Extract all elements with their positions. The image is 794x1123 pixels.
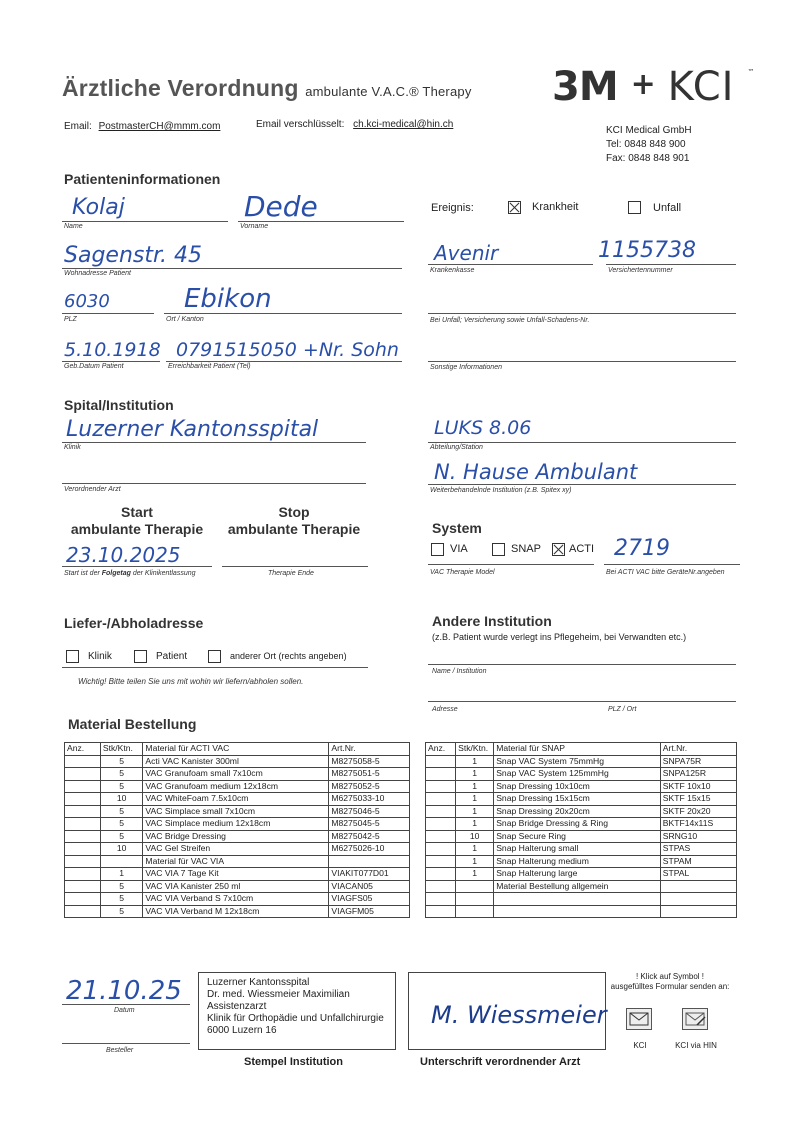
artnr-cell: STPAS bbox=[660, 843, 736, 856]
email-row bbox=[64, 121, 220, 132]
acti-label: ACTI bbox=[569, 543, 595, 555]
anz-cell[interactable] bbox=[65, 793, 101, 806]
mail-kci-icon[interactable] bbox=[626, 1008, 652, 1030]
deliver-patient-label: Patient bbox=[156, 651, 188, 662]
table-row bbox=[426, 755, 737, 768]
table-row bbox=[65, 780, 410, 793]
material-cell: Material Bestellung allgemein bbox=[494, 880, 661, 893]
material-cell: VAC Gel Streifen bbox=[143, 843, 329, 856]
anz-cell[interactable] bbox=[426, 818, 456, 831]
stk-cell: 1 bbox=[456, 780, 494, 793]
anz-cell[interactable] bbox=[65, 905, 101, 918]
material-table-snap bbox=[425, 742, 737, 918]
col-stk: Stk/Ktn. bbox=[100, 743, 143, 756]
email-enc-row bbox=[256, 119, 453, 130]
col-anz: Anz. bbox=[426, 743, 456, 756]
send-kci-label[interactable]: KCI bbox=[633, 1041, 647, 1050]
title-subtitle: ambulante V.A.C.® Therapy bbox=[305, 84, 472, 99]
anz-cell[interactable] bbox=[426, 755, 456, 768]
krankheit-checkbox[interactable] bbox=[508, 201, 521, 214]
anz-cell[interactable] bbox=[426, 905, 456, 918]
col-anz: Anz. bbox=[65, 743, 101, 756]
start-note-bold: Folgetag bbox=[101, 570, 131, 577]
delivery-note: Wichtig! Bitte teilen Sie uns mit wohin wir liefern/abholen sollen. bbox=[78, 677, 304, 686]
artnr-cell bbox=[660, 880, 736, 893]
table-row bbox=[426, 880, 737, 893]
anz-cell[interactable] bbox=[426, 805, 456, 818]
anz-cell[interactable] bbox=[65, 805, 101, 818]
klick-line2: ausgefülltes Formular senden an: bbox=[610, 982, 730, 991]
patient-dob-label: Geb.Datum Patient bbox=[64, 363, 124, 370]
sonstige-info-label: Sonstige Informationen bbox=[430, 364, 502, 371]
deliver-klinik-label: Klinik bbox=[88, 651, 112, 662]
artnr-cell: SRNG10 bbox=[660, 830, 736, 843]
snap-label: SNAP bbox=[511, 543, 541, 555]
table-header bbox=[65, 743, 410, 756]
table-row bbox=[426, 793, 737, 806]
anz-cell[interactable] bbox=[426, 868, 456, 881]
table-header bbox=[426, 743, 737, 756]
patient-address-value: Sagenstr. 45 bbox=[64, 243, 202, 268]
andere-name-label: Name / Institution bbox=[432, 668, 487, 675]
stamp-line: 6000 Luzern 16 bbox=[207, 1025, 277, 1036]
institution-heading: Spital/Institution bbox=[64, 397, 174, 413]
table-row bbox=[65, 805, 410, 818]
table-row bbox=[426, 868, 737, 881]
stamp-line: Luzerner Kantonsspital bbox=[207, 977, 310, 988]
anz-cell[interactable] bbox=[426, 843, 456, 856]
stk-cell bbox=[100, 855, 143, 868]
material-cell: Snap Dressing 20x20cm bbox=[494, 805, 661, 818]
verordnender-arzt-label: Verordnender Arzt bbox=[64, 486, 121, 493]
versichertennummer-label: Versichertennummer bbox=[608, 267, 673, 274]
logo-plus: + bbox=[630, 67, 655, 102]
logo-3m: 3M bbox=[552, 64, 618, 110]
anz-cell[interactable] bbox=[65, 855, 101, 868]
table-row bbox=[426, 843, 737, 856]
material-cell: Snap VAC System 125mmHg bbox=[494, 768, 661, 781]
artnr-cell: M8275046-5 bbox=[329, 805, 410, 818]
col-stk: Stk/Ktn. bbox=[456, 743, 494, 756]
start-l2: ambulante Therapie bbox=[70, 521, 204, 537]
stk-cell: 1 bbox=[456, 805, 494, 818]
artnr-cell: BKTF14x11S bbox=[660, 818, 736, 831]
patient-heading: Patienteninformationen bbox=[64, 171, 221, 187]
krankenkasse-value: Avenir bbox=[434, 241, 499, 265]
stk-cell: 5 bbox=[100, 818, 143, 831]
table-row bbox=[426, 893, 737, 906]
material-cell: VAC Simplace small 7x10cm bbox=[143, 805, 329, 818]
via-checkbox[interactable] bbox=[431, 543, 444, 556]
artnr-cell: SKTF 20x20 bbox=[660, 805, 736, 818]
anz-cell[interactable] bbox=[426, 893, 456, 906]
ereignis-label: Ereignis: bbox=[431, 202, 474, 214]
patient-ort-value: Ebikon bbox=[184, 284, 272, 314]
artnr-cell: M8275045-5 bbox=[329, 818, 410, 831]
stk-cell: 5 bbox=[100, 805, 143, 818]
stop-heading bbox=[222, 504, 366, 538]
stempel-label: Stempel Institution bbox=[244, 1056, 343, 1068]
artnr-cell: STPAL bbox=[660, 868, 736, 881]
stop-l2: ambulante Therapie bbox=[227, 521, 361, 537]
material-cell bbox=[494, 905, 661, 918]
material-cell: Snap Secure Ring bbox=[494, 830, 661, 843]
stk-cell: 5 bbox=[100, 905, 143, 918]
stamp-text bbox=[207, 977, 384, 1037]
start-note-pre: Start ist der bbox=[64, 570, 102, 577]
col-artnr: Art.Nr. bbox=[660, 743, 736, 756]
logo-kci: KCI bbox=[667, 64, 735, 110]
artnr-cell: STPAM bbox=[660, 855, 736, 868]
table-row bbox=[426, 905, 737, 918]
company-name: KCI Medical GmbH bbox=[606, 125, 692, 136]
title-main: Ärztliche Verordnung bbox=[62, 75, 299, 101]
email-enc-label: Email verschlüsselt: bbox=[256, 119, 345, 130]
company-info bbox=[606, 124, 692, 166]
acti-checkbox[interactable] bbox=[552, 543, 565, 556]
therapie-ende-label: Therapie Ende bbox=[268, 570, 314, 577]
table-row bbox=[65, 880, 410, 893]
anz-cell[interactable] bbox=[65, 893, 101, 906]
datum-label: Datum bbox=[114, 1007, 135, 1014]
table-row bbox=[65, 755, 410, 768]
table-row bbox=[426, 805, 737, 818]
material-cell: VAC Granufoam medium 12x18cm bbox=[143, 780, 329, 793]
table-row bbox=[65, 830, 410, 843]
stk-cell bbox=[456, 905, 494, 918]
snap-checkbox[interactable] bbox=[492, 543, 505, 556]
unfall-checkbox[interactable] bbox=[628, 201, 641, 214]
anz-cell[interactable] bbox=[426, 768, 456, 781]
artnr-cell: VIAGFM05 bbox=[329, 905, 410, 918]
via-label: VIA bbox=[450, 543, 468, 555]
patient-name-value: Kolaj bbox=[72, 195, 125, 220]
unfall-label: Unfall bbox=[653, 202, 682, 214]
col-material: Material für ACTI VAC bbox=[143, 743, 329, 756]
stk-cell: 5 bbox=[100, 830, 143, 843]
anz-cell[interactable] bbox=[65, 843, 101, 856]
form-title bbox=[62, 75, 472, 102]
anz-cell[interactable] bbox=[426, 855, 456, 868]
stk-cell: 1 bbox=[456, 868, 494, 881]
material-cell: VAC VIA Kanister 250 ml bbox=[143, 880, 329, 893]
table-row bbox=[65, 868, 410, 881]
table-row bbox=[426, 830, 737, 843]
system-heading: System bbox=[432, 520, 482, 536]
stk-cell: 1 bbox=[100, 868, 143, 881]
material-cell: VAC VIA Verband S 7x10cm bbox=[143, 893, 329, 906]
artnr-cell: SKTF 15x15 bbox=[660, 793, 736, 806]
material-cell: Snap Halterung medium bbox=[494, 855, 661, 868]
anz-cell[interactable] bbox=[65, 768, 101, 781]
stk-cell: 5 bbox=[100, 893, 143, 906]
material-cell: Snap Halterung small bbox=[494, 843, 661, 856]
station-value: LUKS 8.06 bbox=[434, 417, 532, 439]
andere-adresse-label: Adresse bbox=[432, 706, 458, 713]
material-cell: Snap Dressing 10x10cm bbox=[494, 780, 661, 793]
artnr-cell: M6275026-10 bbox=[329, 843, 410, 856]
patient-phone-value: 0791515050 +Nr. Sohn bbox=[176, 339, 399, 361]
deliver-klinik-checkbox[interactable] bbox=[66, 650, 79, 663]
send-instructions bbox=[608, 972, 732, 992]
artnr-cell: SKTF 10x10 bbox=[660, 780, 736, 793]
table-row bbox=[65, 905, 410, 918]
logo-3m-kci bbox=[552, 64, 753, 110]
company-tel: Tel: 0848 848 900 bbox=[606, 139, 686, 150]
start-l1: Start bbox=[121, 504, 153, 520]
anz-cell[interactable] bbox=[65, 818, 101, 831]
stk-cell: 10 bbox=[100, 793, 143, 806]
stk-cell: 10 bbox=[100, 843, 143, 856]
company-fax: Fax: 0848 848 901 bbox=[606, 153, 690, 164]
stk-cell: 5 bbox=[100, 768, 143, 781]
andere-plzort-label: PLZ / Ort bbox=[608, 706, 637, 713]
anz-cell[interactable] bbox=[65, 780, 101, 793]
material-cell: VAC Simplace medium 12x18cm bbox=[143, 818, 329, 831]
anz-cell[interactable] bbox=[426, 793, 456, 806]
model-label: VAC Therapie Model bbox=[430, 569, 495, 576]
col-material: Material für SNAP bbox=[494, 743, 661, 756]
anz-cell[interactable] bbox=[426, 880, 456, 893]
table-row bbox=[65, 768, 410, 781]
anz-cell[interactable] bbox=[65, 880, 101, 893]
patient-dob-value: 5.10.1918 bbox=[64, 339, 161, 361]
material-cell: Material für VAC VIA bbox=[143, 855, 329, 868]
delivery-heading: Liefer-/Abholadresse bbox=[64, 615, 204, 631]
anz-cell[interactable] bbox=[426, 780, 456, 793]
material-cell: Snap Bridge Dressing & Ring bbox=[494, 818, 661, 831]
start-heading bbox=[66, 504, 208, 538]
unfall-versicherung-label: Bei Unfall; Versicherung sowie Unfall-Schadens-Nr. bbox=[430, 317, 590, 324]
weiterbehandelnde-label: Weiterbehandelnde Institution (z.B. Spitex xy) bbox=[430, 487, 572, 494]
material-cell: Snap Dressing 15x15cm bbox=[494, 793, 661, 806]
stk-cell: 1 bbox=[456, 843, 494, 856]
stk-cell: 5 bbox=[100, 755, 143, 768]
send-kci-hin-label[interactable]: KCI via HIN bbox=[675, 1041, 717, 1050]
klick-line1: ! Klick auf Symbol ! bbox=[635, 972, 705, 981]
col-artnr: Art.Nr. bbox=[329, 743, 410, 756]
email-label: Email: bbox=[64, 121, 92, 132]
unterschrift-label: Unterschrift verordnender Arzt bbox=[420, 1056, 581, 1068]
stop-l1: Stop bbox=[278, 504, 310, 520]
geraete-nr-value: 2719 bbox=[614, 536, 670, 561]
stk-cell: 10 bbox=[456, 830, 494, 843]
stamp-line: Assistenzarzt bbox=[207, 1001, 267, 1012]
material-cell: Snap Halterung large bbox=[494, 868, 661, 881]
artnr-cell: M8275051-5 bbox=[329, 768, 410, 781]
artnr-cell: SNPA75R bbox=[660, 755, 736, 768]
anz-cell[interactable] bbox=[65, 830, 101, 843]
patient-vorname-label: Vorname bbox=[240, 223, 269, 230]
material-cell: VAC Bridge Dressing bbox=[143, 830, 329, 843]
geraete-nr-label: Bei ACTI VAC bitte GeräteNr.angeben bbox=[606, 569, 725, 576]
material-cell: VAC VIA 7 Tage Kit bbox=[143, 868, 329, 881]
andere-institution-heading: Andere Institution bbox=[432, 613, 552, 629]
besteller-label: Besteller bbox=[106, 1047, 134, 1054]
andere-institution-sub: (z.B. Patient wurde verlegt ins Pflegeheim, bei Verwandten etc.) bbox=[432, 632, 687, 642]
stamp-line: Dr. med. Wiessmeier Maximilian bbox=[207, 989, 350, 1000]
table-row bbox=[426, 818, 737, 831]
artnr-cell bbox=[660, 905, 736, 918]
start-date-value: 23.10.2025 bbox=[66, 543, 181, 567]
deliver-anderer-label: anderer Ort (rechts angeben) bbox=[230, 651, 347, 661]
patient-plz-label: PLZ bbox=[64, 316, 77, 323]
anz-cell[interactable] bbox=[65, 868, 101, 881]
artnr-cell: SNPA125R bbox=[660, 768, 736, 781]
material-cell: Acti VAC Kanister 300ml bbox=[143, 755, 329, 768]
klinik-label: Klinik bbox=[64, 444, 81, 451]
artnr-cell bbox=[660, 893, 736, 906]
table-row bbox=[65, 818, 410, 831]
patient-plz-value: 6030 bbox=[64, 291, 110, 312]
station-label: Abteilung/Station bbox=[430, 444, 483, 451]
klinik-value: Luzerner Kantonsspital bbox=[66, 417, 319, 442]
material-heading: Material Bestellung bbox=[68, 716, 197, 732]
anz-cell[interactable] bbox=[426, 830, 456, 843]
patient-vorname-value: Dede bbox=[244, 190, 318, 223]
versichertennummer-value: 1155738 bbox=[598, 238, 696, 263]
stk-cell: 1 bbox=[456, 793, 494, 806]
patient-phone-label: Erreichbarkeit Patient (Tel) bbox=[168, 363, 251, 370]
stk-cell: 5 bbox=[100, 880, 143, 893]
stk-cell bbox=[456, 880, 494, 893]
deliver-patient-checkbox[interactable] bbox=[134, 650, 147, 663]
deliver-anderer-checkbox[interactable] bbox=[208, 650, 221, 663]
krankenkasse-label: Krankenkasse bbox=[430, 267, 475, 274]
table-row bbox=[65, 793, 410, 806]
stk-cell: 5 bbox=[100, 780, 143, 793]
table-row bbox=[65, 855, 410, 868]
stamp-box bbox=[198, 972, 396, 1050]
table-row bbox=[65, 843, 410, 856]
material-cell: VAC VIA Verband M 12x18cm bbox=[143, 905, 329, 918]
material-cell bbox=[494, 893, 661, 906]
artnr-cell: VIAGFS05 bbox=[329, 893, 410, 906]
patient-address-label: Wohnadresse Patient bbox=[64, 270, 131, 277]
table-row bbox=[426, 855, 737, 868]
stk-cell: 1 bbox=[456, 818, 494, 831]
material-table-acti bbox=[64, 742, 410, 918]
anz-cell[interactable] bbox=[65, 755, 101, 768]
artnr-cell bbox=[329, 855, 410, 868]
stk-cell: 1 bbox=[456, 768, 494, 781]
patient-ort-label: Ort / Kanton bbox=[166, 316, 204, 323]
email-enc-link[interactable]: ch.kci-medical@hin.ch bbox=[353, 119, 454, 130]
material-cell: VAC WhiteFoam 7.5x10cm bbox=[143, 793, 329, 806]
order-date-value: 21.10.25 bbox=[66, 976, 182, 1006]
krankheit-label: Krankheit bbox=[532, 201, 579, 213]
table-row bbox=[65, 893, 410, 906]
artnr-cell: VIAKIT077D01 bbox=[329, 868, 410, 881]
artnr-cell: M6275033-10 bbox=[329, 793, 410, 806]
stk-cell bbox=[456, 893, 494, 906]
stamp-line: Klinik für Orthopädie und Unfallchirurgie bbox=[207, 1013, 384, 1024]
artnr-cell: M8275052-5 bbox=[329, 780, 410, 793]
logo-tm: ™ bbox=[747, 68, 754, 76]
mail-hin-icon[interactable] bbox=[682, 1008, 708, 1030]
stk-cell: 1 bbox=[456, 755, 494, 768]
table-row bbox=[426, 780, 737, 793]
table-row bbox=[426, 768, 737, 781]
patient-name-label: Name bbox=[64, 223, 83, 230]
signature-box bbox=[408, 972, 606, 1050]
start-note bbox=[64, 570, 196, 577]
artnr-cell: VIACAN05 bbox=[329, 880, 410, 893]
stk-cell: 1 bbox=[456, 855, 494, 868]
material-cell: VAC Granufoam small 7x10cm bbox=[143, 768, 329, 781]
email-link[interactable]: PostmasterCH@mmm.com bbox=[98, 121, 221, 132]
artnr-cell: M8275042-5 bbox=[329, 830, 410, 843]
weiterbehandelnde-value: N. Hause Ambulant bbox=[434, 460, 638, 484]
doctor-signature: M. Wiessmeier bbox=[431, 1001, 607, 1029]
start-note-post: der Klinikentlassung bbox=[130, 570, 196, 577]
artnr-cell: M8275058-5 bbox=[329, 755, 410, 768]
material-cell: Snap VAC System 75mmHg bbox=[494, 755, 661, 768]
